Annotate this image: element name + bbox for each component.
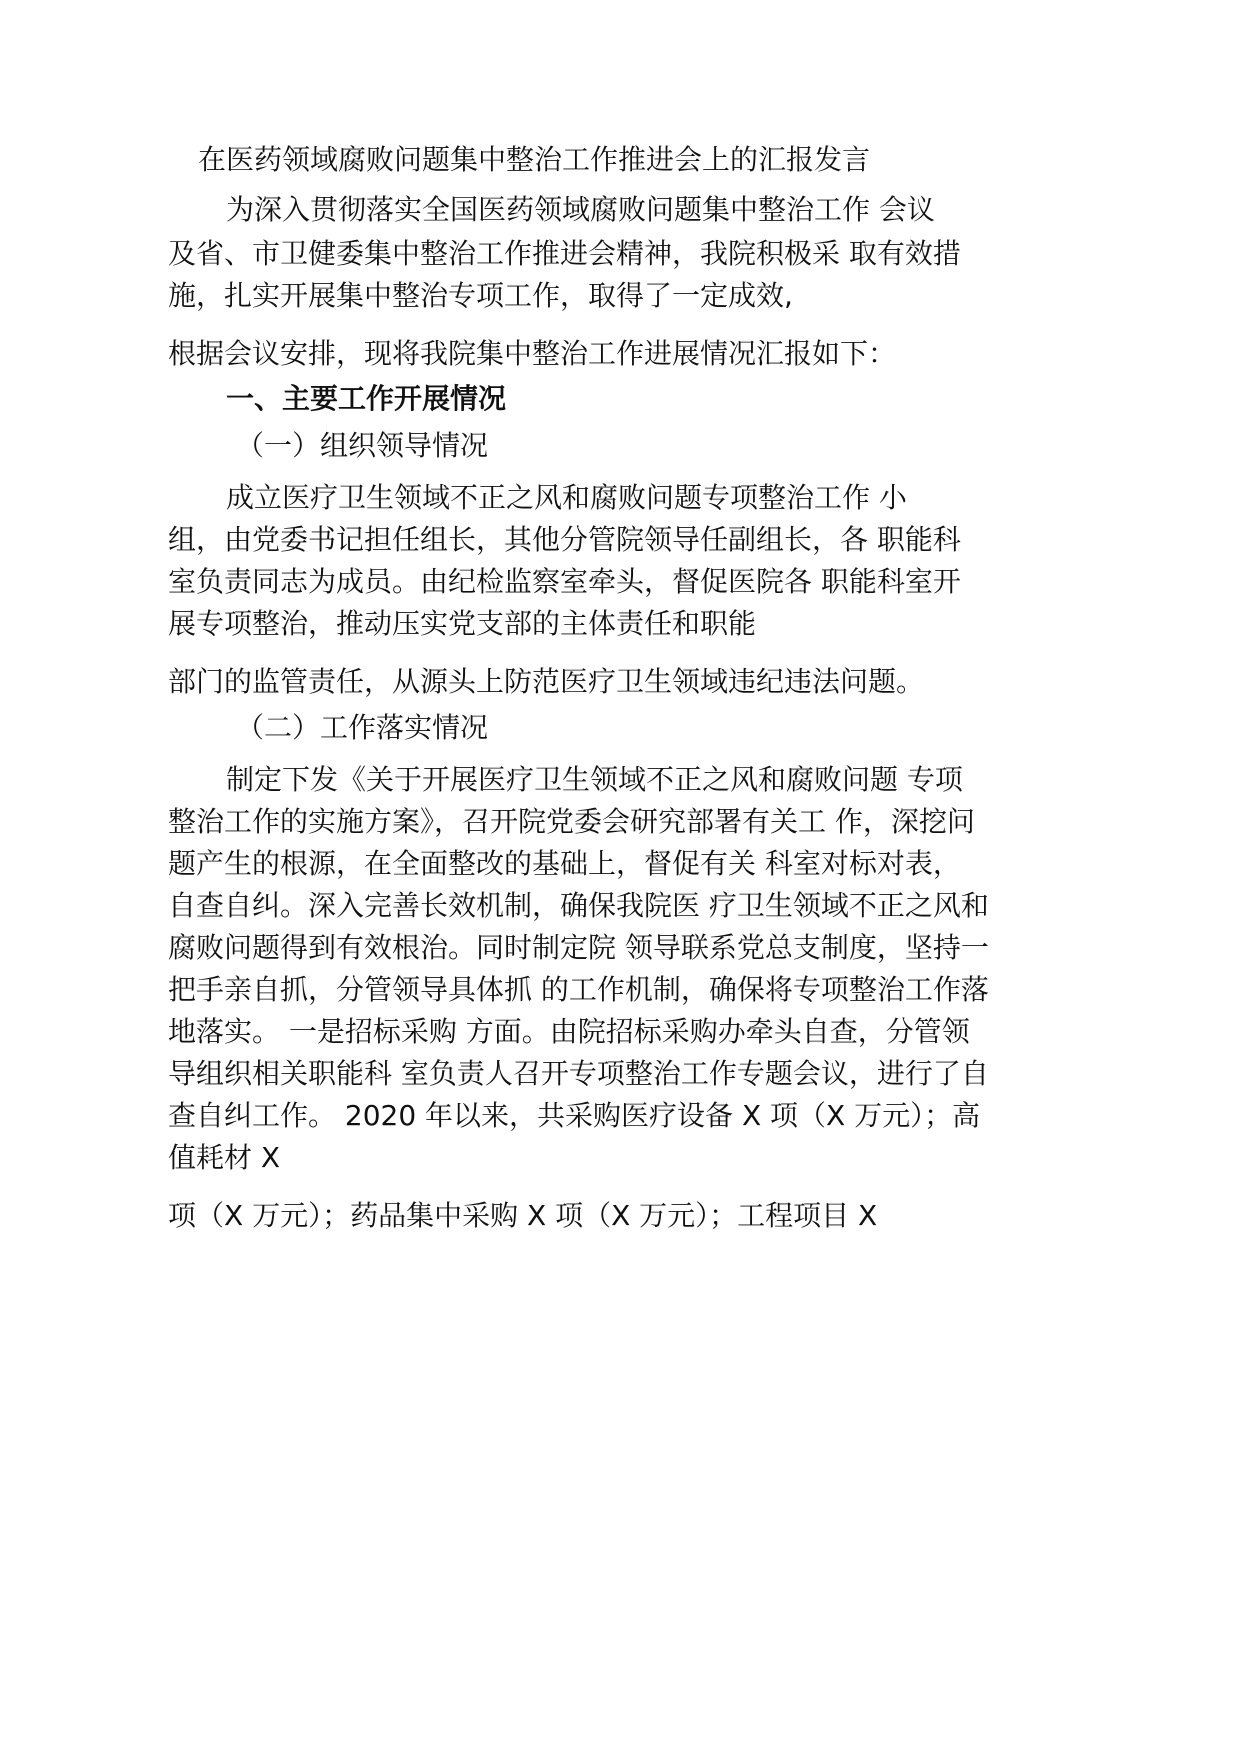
paragraph-line: 部门的监管责任，从源头上防范医疗卫生领域违纪违法问题。 <box>168 665 925 698</box>
paragraph-line: 值耗材 X <box>168 1141 281 1174</box>
paragraph-line: 组，由党委书记担任组长，其他分管院领导任副组长，各 职能科 <box>168 523 961 556</box>
intro-line-4: 根据会议安排，现将我院集中整治工作进展情况汇报如下： <box>168 337 897 370</box>
paragraph-line: 自查自纠。深入完善长效机制，确保我院医 疗卫生领域不正之风和 <box>168 889 989 922</box>
paragraph-line: 地落实。 一是招标采购 方面。由院招标采购办牵头自查，分管领 <box>168 1015 970 1048</box>
paragraph-line: 题产生的根源，在全面整改的基础上，督促有关 科室对标对表， <box>168 847 961 880</box>
paragraph-line: 查自纠工作。 2020 年以来，共采购医疗设备 X 项（X 万元）；高 <box>168 1099 981 1132</box>
subsection-heading-2: （二）工作落实情况 <box>236 711 489 744</box>
document-title: 在医药领域腐败问题集中整治工作推进会上的汇报发言 <box>198 143 871 176</box>
intro-line-1: 为深入贯彻落实全国医药领域腐败问题集中整治工作 会议 <box>226 193 935 226</box>
paragraph-line: 把手亲自抓，分管领导具体抓 的工作机制，确保将专项整治工作落 <box>168 973 989 1006</box>
subsection-heading-1: （一）组织领导情况 <box>236 429 489 462</box>
section-heading: 一、主要工作开展情况 <box>226 382 507 415</box>
paragraph-line: 成立医疗卫生领域不正之风和腐败问题专项整治工作 小 <box>226 481 907 514</box>
paragraph-line: 室负责同志为成员。由纪检监察室牵头，督促医院各 职能科室开 <box>168 565 961 598</box>
paragraph-line: 展专项整治，推动压实党支部的主体责任和职能 <box>168 607 757 640</box>
paragraph-line: 项（X 万元）；药品集中采购 X 项（X 万元）；工程项目 X <box>168 1199 878 1232</box>
paragraph-line: 整治工作的实施方案》，召开院党委会研究部署有关工 作，深挖问 <box>168 805 975 838</box>
intro-line-3: 施，扎实开展集中整治专项工作，取得了一定成效, <box>168 279 793 312</box>
paragraph-line: 导组织相关职能科 室负责人召开专项整治工作专题会议，进行了自 <box>168 1057 989 1090</box>
paragraph-line: 腐败问题得到有效根治。同时制定院 领导联系党总支制度，坚持一 <box>168 931 989 964</box>
paragraph-line: 制定下发《关于开展医疗卫生领域不正之风和腐败问题 专项 <box>226 763 963 796</box>
intro-line-2: 及省、市卫健委集中整治工作推进会精神，我院积极采 取有效措 <box>168 237 961 270</box>
